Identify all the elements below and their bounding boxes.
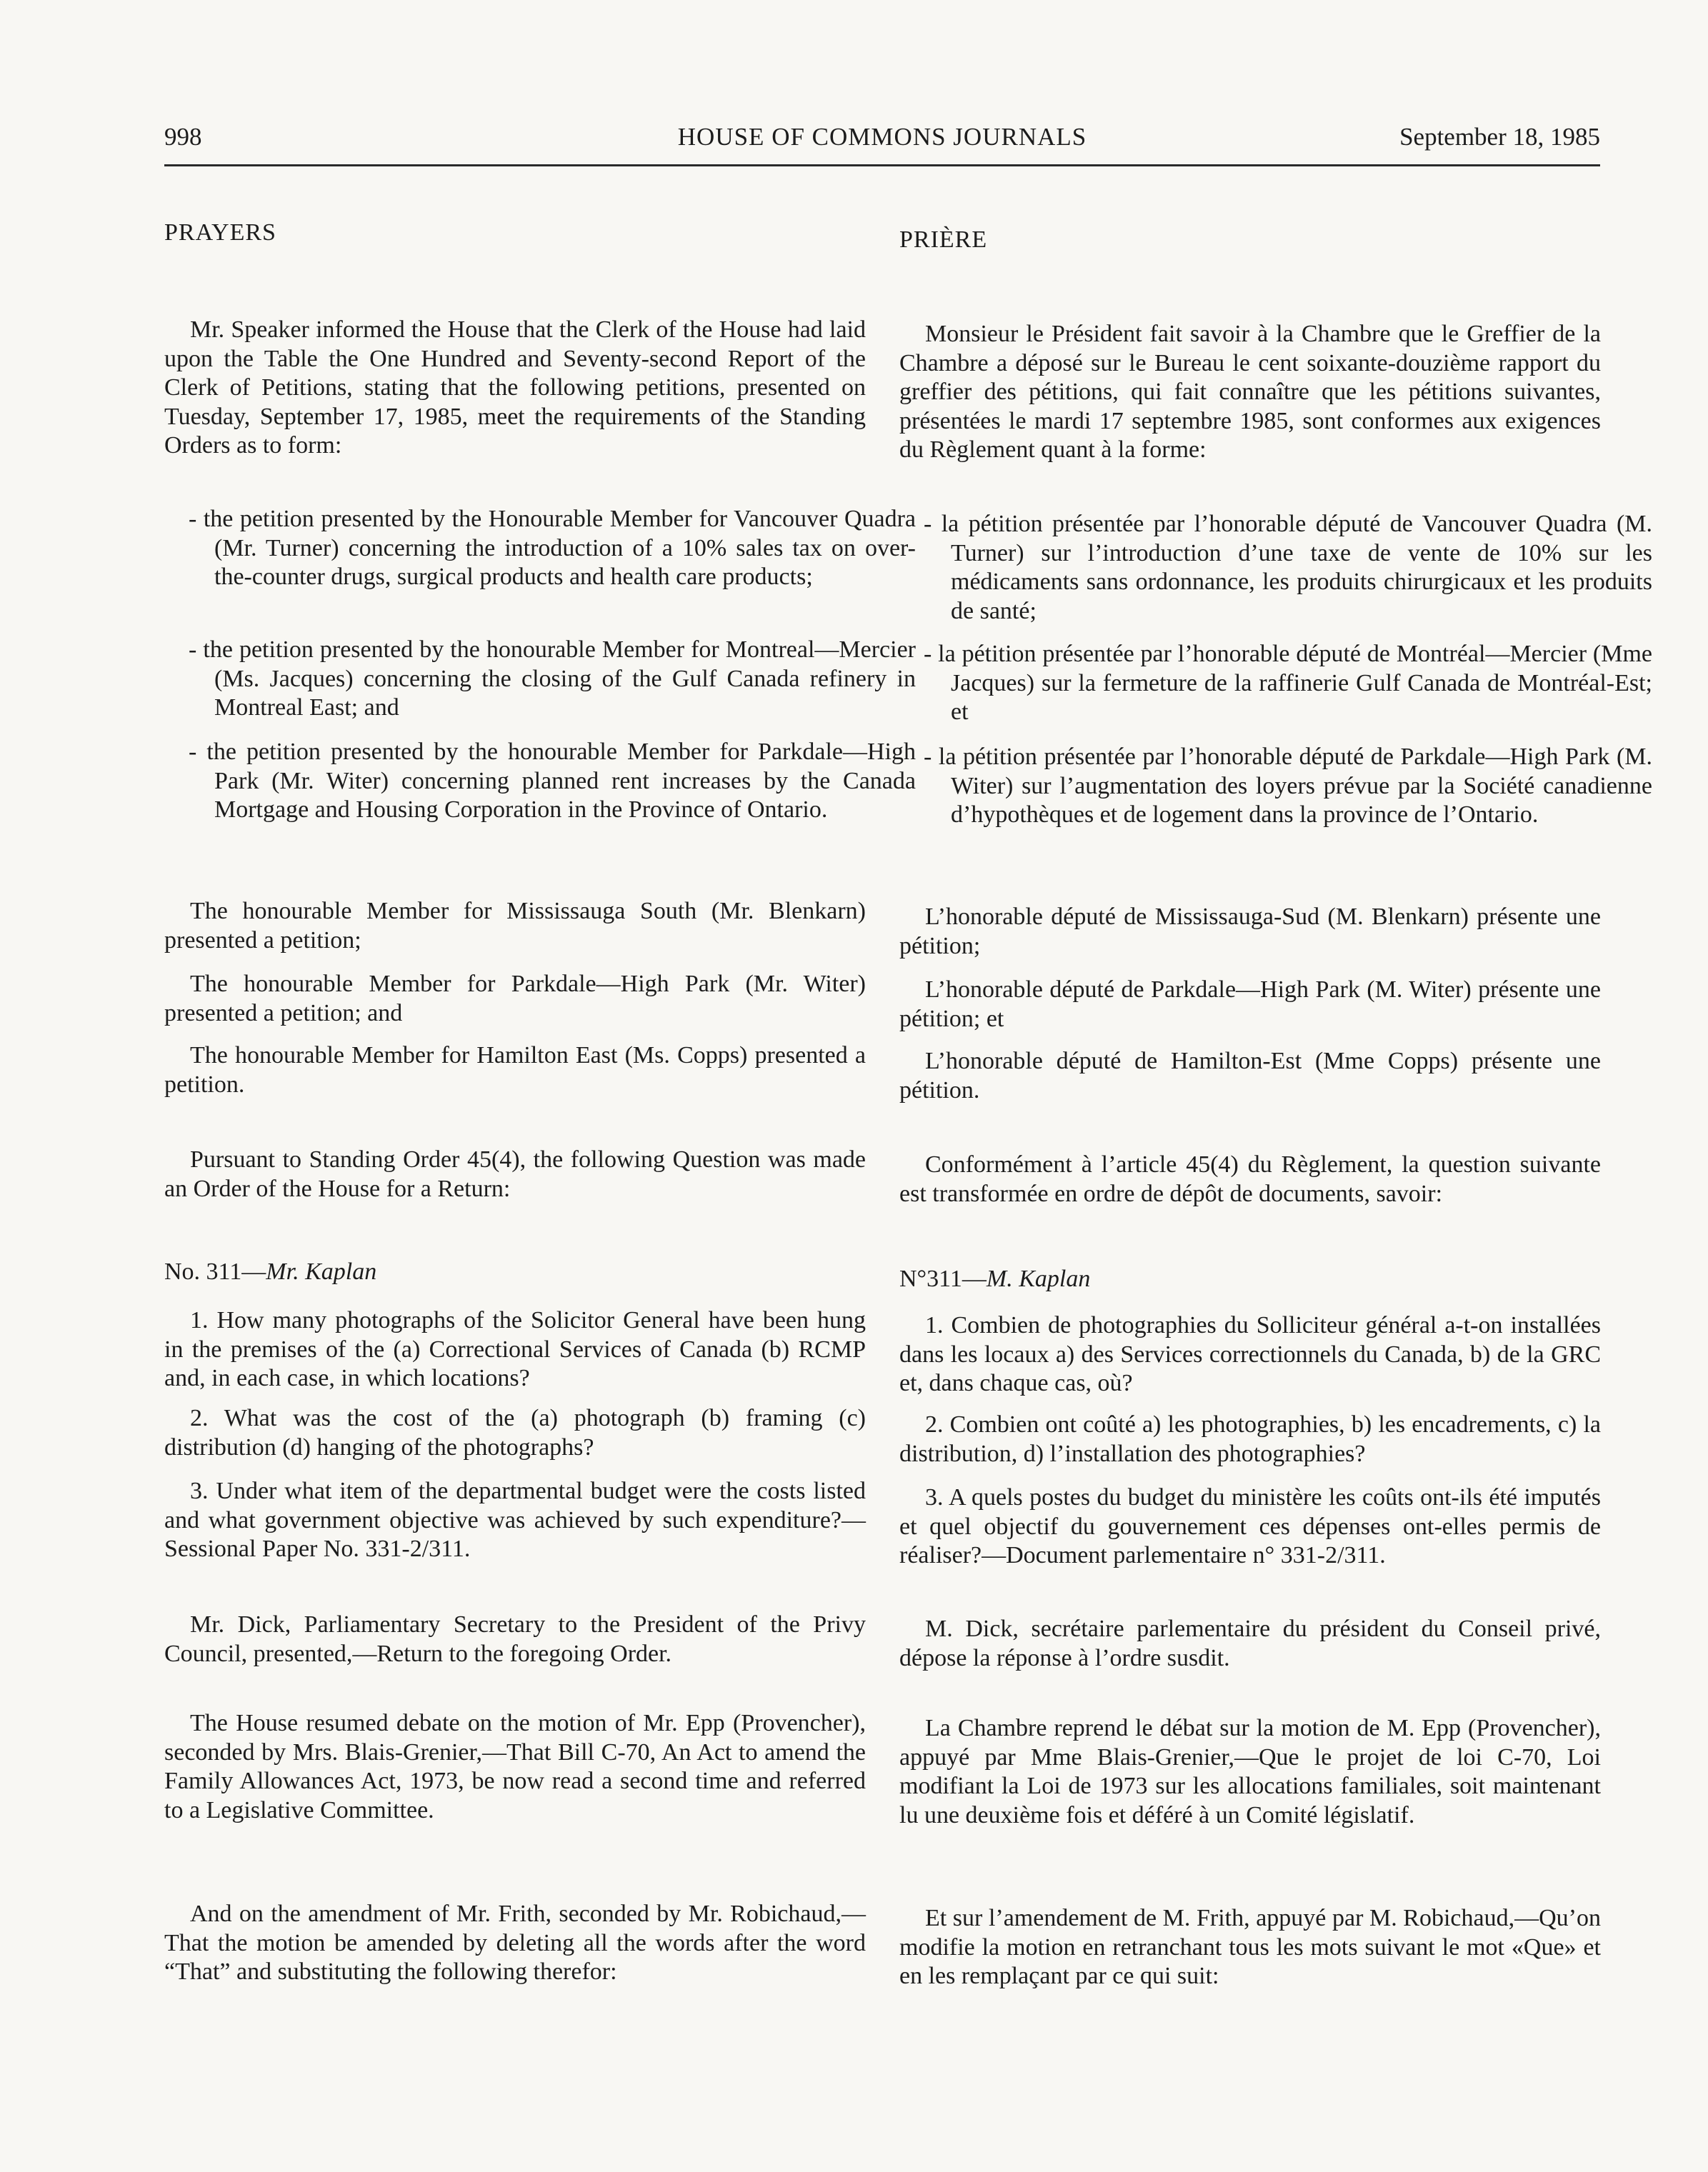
petition-item: - the petition presented by the Honourable Member for Vancouver Quadra (Mr. Turner) concerning the introduction of a 10% sales tax on over-the-counter drugs, surgical products and health care products; <box>189 506 916 590</box>
return-paragraph: Mr. Dick, Parliamentary Secretary to the President of the Privy Council, presented,—Return to the foregoing Order. <box>164 1611 866 1667</box>
question-part-2: 2. What was the cost of the (a) photograph (b) framing (c) distribution (d) hanging of the photographs? <box>164 1405 866 1461</box>
question-number-label: No. 311— <box>164 1258 266 1285</box>
page-header <box>164 123 1600 166</box>
petition-item: - la pétition présentée par l’honorable député de Vancouver Quadra (M. Turner) sur l’introduction d’une taxe de vente de 10% sur les médicaments sans ordonnance, les produits chirurgicaux et les produits de santé; <box>924 511 1652 624</box>
debate-paragraph: La Chambre reprend le débat sur la motion de M. Epp (Provencher), appuyé par Mme Blais-Grenier,—Que le projet de loi C-70, Loi modifiant la Loi de 1973 sur les allocations familiales, soit maintenant lu une deuxième fois et déféré à un Comité législatif. <box>899 1715 1601 1828</box>
question-part-1: 1. How many photographs of the Solicitor General have been hung in the premises of the (a) Correctional Services of Canada (b) RCMP and, in each case, in which locations? <box>164 1307 866 1391</box>
question-number <box>164 1258 866 1287</box>
member-petition: L’honorable député de Parkdale—High Park (M. Witer) présente une pétition; et <box>899 976 1601 1032</box>
member-petition: The honourable Member for Mississauga South (Mr. Blenkarn) presented a petition; <box>164 898 866 954</box>
question-number-label: N°311— <box>899 1266 987 1292</box>
question-author: M. Kaplan <box>986 1266 1091 1292</box>
speaker-paragraph: Mr. Speaker informed the House that the Clerk of the House had laid upon the Table the One Hundred and Seventy-second Report of the Clerk of Petitions, stating that the following petitions, presented on Tuesday, September 17, 1985, meet the requirements of the Standing Orders as to form: <box>164 316 866 459</box>
amendment-paragraph: Et sur l’amendement de M. Frith, appuyé par M. Robichaud,—Qu’on modifie la motion en retranchant tous les mots suivant le mot «Que» et en les remplaçant par ce qui suit: <box>899 1905 1601 1989</box>
question-part-3: 3. A quels postes du budget du ministère les coûts ont-ils été imputés et quel objectif du gouvernement ces dépenses ont-elles permis de réaliser?—Document parlementaire n° 331-2/311. <box>899 1484 1601 1568</box>
standing-order-paragraph: Conformément à l’article 45(4) du Règlement, la question suivante est transformée en ordre de dépôt de documents, savoir: <box>899 1151 1601 1207</box>
question-part-3: 3. Under what item of the departmental budget were the costs listed and what government objective was achieved by such expenditure?—Sessional Paper No. 331-2/311. <box>164 1478 866 1562</box>
page-number: 998 <box>164 123 202 151</box>
amendment-paragraph: And on the amendment of Mr. Frith, seconded by Mr. Robichaud,—That the motion be amended by deleting all the words after the word “That” and substituting the following therefor: <box>164 1901 866 1985</box>
member-petition: L’honorable député de Mississauga-Sud (M. Blenkarn) présente une pétition; <box>899 904 1601 959</box>
petition-item: - la pétition présentée par l’honorable député de Montréal—Mercier (Mme Jacques) sur la fermeture de la raffinerie Gulf Canada de Montréal-Est; et <box>924 641 1652 725</box>
petition-item: - the petition presented by the honourable Member for Montreal—Mercier (Ms. Jacques) concerning the closing of the Gulf Canada refinery in Montreal East; and <box>189 636 916 721</box>
speaker-paragraph: Monsieur le Président fait savoir à la Chambre que le Greffier de la Chambre a déposé sur le Bureau le cent soixante-douzième rapport du greffier des pétitions, qui fait connaître que les pétitions suivantes, présentées le mardi 17 septembre 1985, sont conformes aux exigences du Règlement quant à la forme: <box>899 321 1601 463</box>
standing-order-paragraph: Pursuant to Standing Order 45(4), the following Question was made an Order of the House for a Return: <box>164 1146 866 1202</box>
member-petition: The honourable Member for Parkdale—High Park (Mr. Witer) presented a petition; and <box>164 971 866 1026</box>
question-number <box>899 1265 1601 1294</box>
petition-item: - la pétition présentée par l’honorable député de Parkdale—High Park (M. Witer) sur l’augmentation des loyers prévue par la Société canadienne d’hypothèques et de logement dans la province de l’Ontario. <box>924 744 1652 828</box>
return-paragraph: M. Dick, secrétaire parlementaire du président du Conseil privé, dépose la réponse à l’ordre susdit. <box>899 1616 1601 1671</box>
question-part-1: 1. Combien de photographies du Solliciteur général a-t-on installées dans les locaux a) des Services correctionnels du Canada, b) de la GRC et, dans chaque cas, où? <box>899 1312 1601 1396</box>
member-petition: The honourable Member for Hamilton East (Ms. Copps) presented a petition. <box>164 1042 866 1098</box>
section-heading: PRAYERS <box>164 219 276 246</box>
member-petition: L’honorable député de Hamilton-Est (Mme Copps) présente une pétition. <box>899 1048 1601 1103</box>
debate-paragraph: The House resumed debate on the motion of Mr. Epp (Provencher), seconded by Mrs. Blais-Grenier,—That Bill C-70, An Act to amend the Family Allowances Act, 1973, be now read a second time and referred to a Legislative Committee. <box>164 1710 866 1823</box>
page-date: September 18, 1985 <box>1399 123 1600 151</box>
journal-title: HOUSE OF COMMONS JOURNALS <box>677 123 1087 151</box>
question-part-2: 2. Combien ont coûté a) les photographies, b) les encadrements, c) la distribution, d) l’installation des photographies? <box>899 1411 1601 1467</box>
petition-item: - the petition presented by the honourable Member for Parkdale—High Park (Mr. Witer) concerning planned rent increases by the Canada Mortgage and Housing Corporation in the Province of Ontario. <box>189 739 916 823</box>
question-author: Mr. Kaplan <box>266 1258 377 1285</box>
section-heading: PRIÈRE <box>899 226 988 253</box>
